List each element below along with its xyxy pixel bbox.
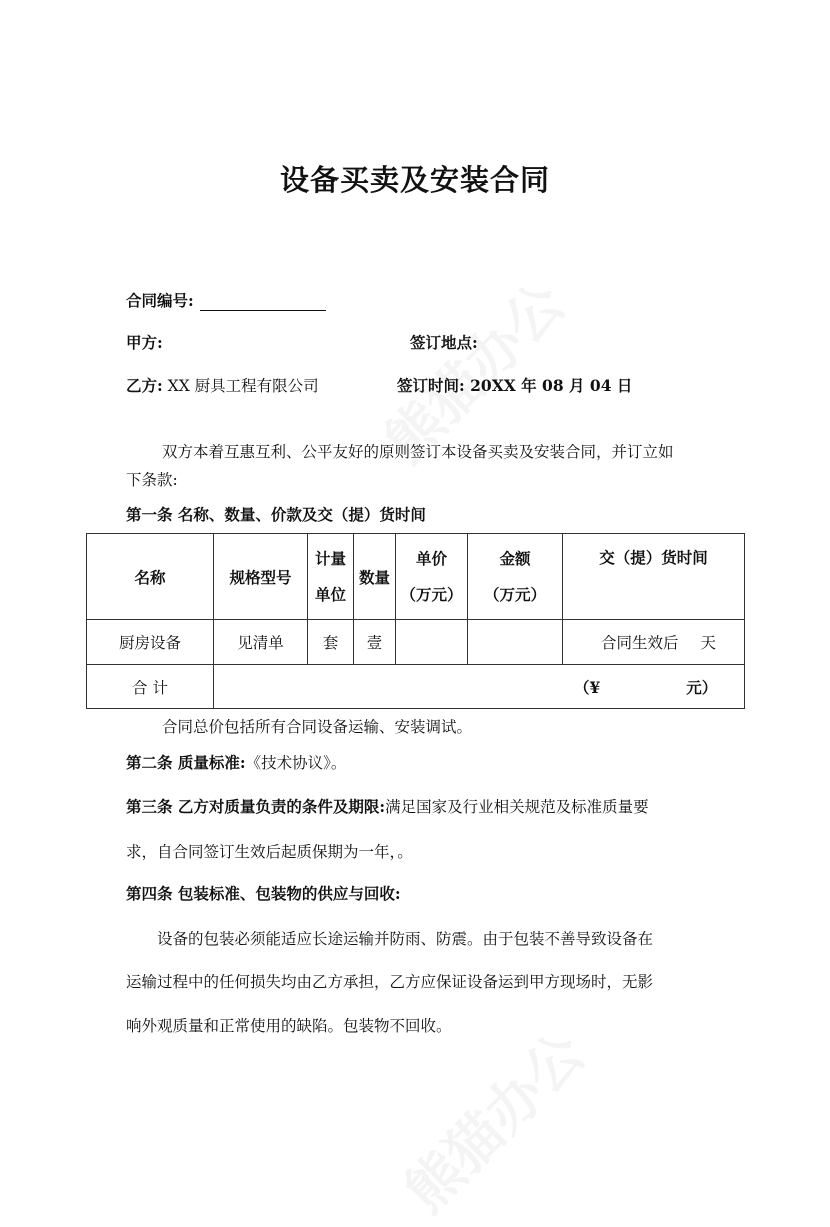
total-label: 合 计	[87, 665, 214, 709]
party-b-row	[126, 374, 319, 396]
watermark	[385, 1013, 600, 1227]
col-unit: 计量 单位	[308, 534, 354, 620]
party-a-label: 甲方:	[126, 333, 163, 352]
article-4-line-1: 设备的包装必须能适应长途运输并防雨、防震。由于包装不善导致设备在	[157, 930, 654, 948]
document-title: 设备买卖及安装合同	[279, 163, 550, 197]
party-b-value: XX 厨具工程有限公司	[167, 377, 319, 395]
article-3-heading: 第三条 乙方对质量负责的条件及期限:	[126, 797, 386, 816]
total-value: （¥ 元）	[214, 665, 745, 709]
contract-number-blank	[200, 294, 326, 311]
article-3-line-1	[126, 795, 649, 817]
col-amount: 金额 （万元）	[468, 534, 563, 620]
intro-line-2: 下条款:	[126, 471, 178, 489]
intro-line-1: 双方本着互惠互利、公平友好的原则签订本设备买卖及安装合同，并订立如	[162, 443, 674, 461]
col-name: 名称	[87, 534, 214, 620]
cell-price	[396, 620, 468, 665]
table-row	[87, 620, 745, 665]
article-2-heading: 第二条 质量标准:	[126, 753, 246, 772]
article-3-text: 满足国家及行业相关规范及标准质量要	[385, 798, 649, 816]
cell-spec: 见清单	[214, 620, 308, 665]
article-2	[126, 751, 346, 773]
col-qty: 数量	[354, 534, 396, 620]
contract-number-row	[126, 289, 326, 311]
sign-time-value: 20XX 年 08 月 04 日	[470, 376, 633, 395]
cell-delivery: 合同生效后 天	[563, 620, 745, 665]
party-b-label: 乙方:	[126, 376, 163, 395]
contract-number-label: 合同编号:	[126, 291, 194, 310]
cell-amount	[468, 620, 563, 665]
col-price: 单价 （万元）	[396, 534, 468, 620]
article-3-line-2: 求，自合同签订生效后起质保期为一年，。	[126, 843, 413, 861]
sign-time-label: 签订时间:	[397, 376, 465, 395]
sign-time-row	[397, 374, 632, 396]
table-header-row	[87, 534, 745, 620]
article-1-note: 合同总价包括所有合同设备运输、安装调试。	[162, 718, 473, 736]
article-4-heading: 第四条 包装标准、包装物的供应与回收:	[126, 884, 401, 903]
article-1-heading: 第一条 名称、数量、价款及交（提）货时间	[126, 505, 426, 524]
cell-qty: 壹	[354, 620, 396, 665]
article-4-line-3: 响外观质量和正常使用的缺陷。包装物不回收。	[126, 1017, 452, 1035]
goods-table	[86, 533, 745, 709]
article-2-text: 《技术协议》。	[245, 754, 347, 772]
col-delivery: 交（提）货时间	[563, 534, 745, 620]
article-4-line-2: 运输过程中的任何损失均由乙方承担，乙方应保证设备运到甲方现场时，无影	[126, 973, 654, 991]
cell-unit: 套	[308, 620, 354, 665]
col-spec: 规格型号	[214, 534, 308, 620]
sign-place-label: 签订地点:	[410, 333, 478, 352]
total-row	[87, 665, 745, 709]
cell-name: 厨房设备	[87, 620, 214, 665]
